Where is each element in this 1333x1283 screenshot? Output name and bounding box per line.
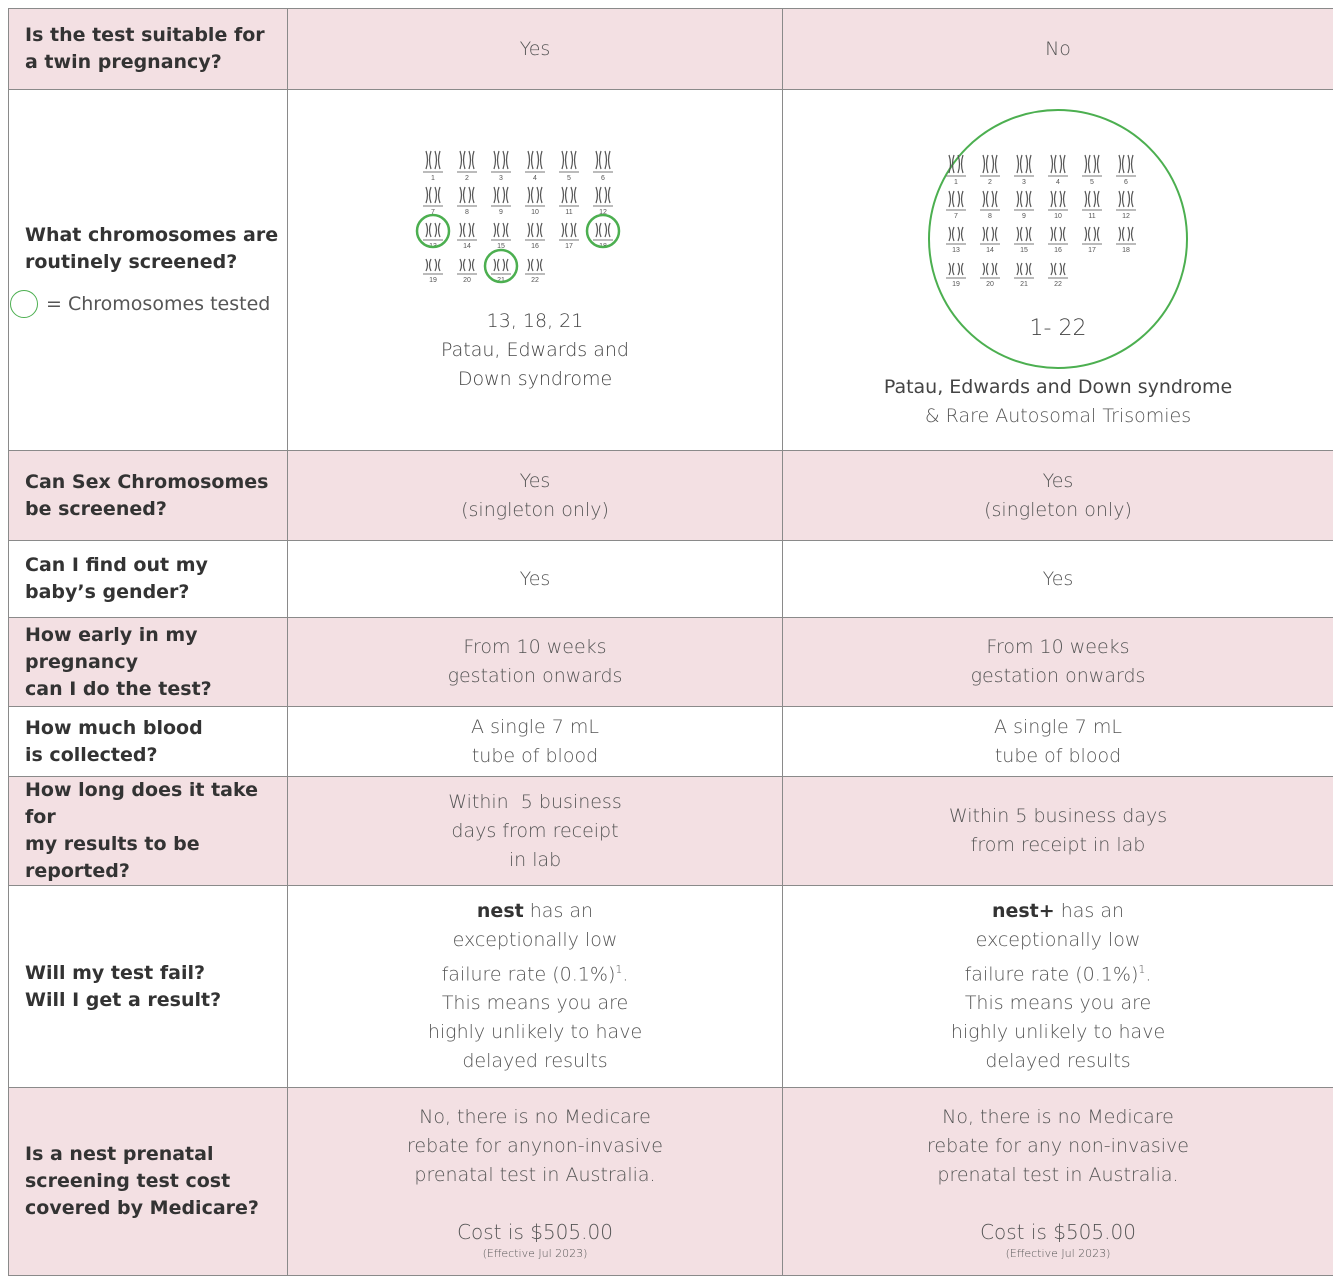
chromosome-number: 1	[954, 179, 958, 186]
chromosome-numbers: 13, 18, 21	[486, 309, 584, 332]
chromosome-number: 13	[429, 242, 437, 250]
chromosome-number: 21	[497, 276, 505, 284]
chromosome-3	[491, 151, 511, 182]
karyotype-diagram	[415, 147, 655, 297]
chromosome-9	[1014, 191, 1034, 220]
chromosome-12	[1116, 191, 1136, 220]
answer-text: prenatal test in Australia.	[937, 1163, 1179, 1186]
nest-answer	[288, 541, 783, 618]
chromosome-number: 22	[531, 276, 539, 284]
question-text: my results to be reported?	[25, 833, 200, 882]
answer-text: failure rate (0.1%)	[441, 963, 616, 986]
question-text: How early in my	[25, 623, 198, 646]
question-text: What chromosomes are	[25, 224, 279, 246]
row-fail	[9, 886, 1333, 1088]
answer-text: No, there is no Medicare	[419, 1105, 651, 1128]
chromosome-17	[1082, 227, 1102, 254]
answer-text: Down syndrome	[457, 367, 613, 390]
question-text: Is the test suitable for	[25, 24, 265, 46]
answer-first-line	[288, 897, 782, 926]
chromosome-14	[457, 223, 477, 250]
chromosome-19	[946, 263, 966, 288]
chromosome-number: 7	[954, 213, 958, 220]
chromosome-number: 16	[1054, 247, 1062, 254]
chromosome-number: 21	[1020, 281, 1028, 288]
question-text: routinely screened?	[25, 251, 238, 273]
chromosome-1	[946, 155, 966, 186]
answer-text: (singleton only)	[461, 498, 609, 521]
chromosome-11	[559, 187, 579, 216]
row-blood	[9, 707, 1333, 777]
nest-plus-answer	[783, 707, 1333, 777]
answer-text: A single 7 mL	[994, 715, 1122, 738]
chromosome-number: 11	[565, 208, 573, 216]
cost-text: Cost is $505.00	[457, 1219, 613, 1244]
chromosome-number: 3	[1022, 179, 1026, 186]
answer-text: prenatal test in Australia.	[414, 1163, 656, 1186]
chromosome-13	[417, 215, 449, 250]
chromosome-16	[1048, 227, 1068, 254]
question-text: Can Sex Chromosomes	[25, 470, 269, 493]
chromosome-number: 10	[531, 208, 539, 216]
answer-text: Within 5 business days	[948, 805, 1168, 827]
chromosome-number: 22	[1054, 281, 1062, 288]
answer-failure-rate	[783, 955, 1333, 989]
answer-text: This means you are	[441, 992, 629, 1015]
effective-date: (Effective Jul 2023)	[1005, 1246, 1111, 1260]
nest-plus-answer	[783, 451, 1333, 541]
circle-icon	[10, 290, 38, 318]
chromosome-number: 11	[1088, 213, 1096, 220]
answer-text: Yes	[519, 567, 551, 590]
question-cell	[9, 451, 288, 541]
question-cell	[9, 777, 288, 886]
chromosome-13	[946, 227, 966, 254]
chromosome-9	[491, 187, 511, 216]
chromosome-10	[1048, 191, 1068, 220]
chromosome-4	[1048, 155, 1068, 186]
answer-text: failure rate (0.1%)	[964, 963, 1139, 986]
chromosome-18	[587, 215, 619, 250]
chromosome-16	[525, 223, 545, 250]
nest-plus-answer	[783, 777, 1333, 886]
chromosome-1	[423, 151, 443, 182]
answer-text: From 10 weeks	[986, 636, 1130, 658]
answer-text: Yes	[519, 37, 551, 60]
row-how-long	[9, 777, 1333, 886]
nest-answer	[288, 451, 783, 541]
chromosome-11	[1082, 191, 1102, 220]
chromosome-number: 17	[565, 242, 573, 250]
nest-plus-answer	[783, 9, 1333, 90]
chromosome-number: 19	[952, 281, 960, 288]
row-chromosomes	[9, 90, 1333, 451]
answer-text: gestation onwards	[970, 665, 1146, 687]
nest-answer	[288, 9, 783, 90]
chromosome-number: 15	[1020, 247, 1028, 254]
chromosome-number: 9	[499, 208, 503, 216]
question-text: How much blood	[25, 716, 203, 739]
chromosome-number: 6	[1124, 179, 1128, 186]
chromosome-21	[1014, 263, 1034, 288]
chromosome-19	[423, 259, 443, 284]
question-text: screening test cost	[25, 1170, 231, 1192]
chromosome-number: 12	[599, 208, 607, 216]
nest-plus-answer	[783, 90, 1333, 451]
answer-text: exceptionally low	[975, 928, 1141, 951]
row-sex-chromosomes	[9, 451, 1333, 541]
chromosome-number: 8	[465, 208, 469, 216]
karyotype-diagram	[938, 151, 1178, 301]
chromosome-15	[1014, 227, 1034, 254]
brand-name: nest+	[991, 899, 1055, 922]
brand-name: nest	[476, 899, 524, 922]
chromosome-number: 1	[431, 174, 435, 182]
answer-text: Patau, Edwards and Down syndrome	[883, 376, 1233, 398]
question-cell	[9, 707, 288, 777]
answer-text: A single 7 mL	[471, 715, 599, 738]
chromosome-8	[980, 191, 1000, 220]
chromosome-5	[1082, 155, 1102, 186]
chromosome-number: 16	[531, 242, 539, 250]
footnote-marker: 1	[615, 962, 623, 976]
question-text: be screened?	[25, 497, 167, 520]
legend-label: = Chromosomes tested	[46, 292, 271, 315]
chromosome-number: 2	[988, 179, 992, 186]
answer-text: No, there is no Medicare	[942, 1105, 1174, 1128]
answer-text: has an	[1054, 899, 1125, 922]
question-cell	[9, 1088, 288, 1276]
chromosome-number: 18	[1122, 247, 1130, 254]
chromosome-5	[559, 151, 579, 182]
question-text: can I do the test?	[25, 677, 212, 700]
answer-text: rebate for any non-invasive	[927, 1134, 1189, 1157]
question-text: is collected?	[25, 743, 158, 766]
answer-text: From 10 weeks	[463, 636, 607, 658]
chromosome-14	[980, 227, 1000, 254]
answer-text: (singleton only)	[984, 498, 1132, 521]
answer-text: gestation onwards	[447, 665, 623, 687]
answer-text: tube of blood	[471, 744, 599, 767]
question-cell	[9, 90, 288, 451]
chromosome-number: 12	[1122, 213, 1130, 220]
chromosome-7	[946, 191, 966, 220]
answer-text: has an	[523, 899, 594, 922]
chromosome-22	[1048, 263, 1068, 288]
chromosome-number: 5	[1090, 179, 1094, 186]
chromosome-22	[525, 259, 545, 284]
nest-answer	[288, 90, 783, 451]
chromosome-4	[525, 151, 545, 182]
chromosome-10	[525, 187, 545, 216]
chromosome-number: 10	[1054, 213, 1062, 220]
chromosome-number: 17	[1088, 247, 1096, 254]
question-cell	[9, 541, 288, 618]
nest-answer	[288, 618, 783, 707]
question-text: Will I get a result?	[25, 988, 222, 1011]
chromosome-20	[980, 263, 1000, 288]
nest-answer	[288, 777, 783, 886]
chromosome-number: 3	[499, 174, 503, 182]
question-text: baby’s gender?	[25, 581, 190, 603]
answer-text: delayed results	[462, 1050, 608, 1073]
question-cell	[9, 886, 288, 1088]
answer-first-line	[783, 897, 1333, 926]
answer-text: .	[622, 963, 629, 986]
chromosome-number: 4	[1056, 179, 1060, 186]
answer-text: No	[1045, 37, 1071, 60]
chromosome-number: 6	[601, 174, 605, 182]
answer-text: days from receipt	[451, 819, 619, 842]
chromosome-12	[593, 187, 613, 216]
chromosome-number: 20	[463, 276, 471, 284]
chromosome-2	[980, 155, 1000, 186]
nest-plus-answer	[783, 618, 1333, 707]
answer-text: from receipt in lab	[970, 834, 1146, 856]
nest-answer	[288, 707, 783, 777]
question-text: covered by Medicare?	[25, 1197, 259, 1219]
chromosome-6	[593, 151, 613, 182]
row-gender	[9, 541, 1333, 618]
chromosome-number: 20	[986, 281, 994, 288]
chromosome-number: 13	[952, 247, 960, 254]
question-text: Is a nest prenatal	[25, 1143, 214, 1165]
answer-text: highly unlikely to have	[427, 1021, 643, 1044]
answer-text: in lab	[508, 848, 562, 871]
answer-text: .	[1145, 963, 1152, 986]
nest-answer	[288, 1088, 783, 1276]
chromosome-20	[457, 259, 477, 284]
question-text: How long does it take for	[25, 779, 259, 828]
answer-text: delayed results	[985, 1050, 1131, 1073]
answer-failure-rate	[288, 955, 782, 989]
answer-text: Patau, Edwards and	[441, 338, 629, 361]
chromosome-17	[559, 223, 579, 250]
chromosome-number: 14	[463, 242, 471, 250]
chromosome-number: 5	[567, 174, 571, 182]
chromosome-number: 14	[986, 247, 994, 254]
question-text: a twin pregnancy?	[25, 51, 222, 73]
answer-text: Yes	[519, 469, 551, 492]
question-text: Can I find out my	[25, 554, 208, 576]
effective-date: (Effective Jul 2023)	[482, 1246, 588, 1260]
chromosome-number: 2	[465, 174, 469, 182]
chromosome-15	[491, 223, 511, 250]
nest-plus-answer	[783, 541, 1333, 618]
chromosome-range: 1- 22	[1029, 316, 1087, 341]
row-medicare	[9, 1088, 1333, 1276]
chromosome-number: 4	[533, 174, 537, 182]
chromosome-number: 18	[599, 242, 607, 250]
answer-subtext: & Rare Autosomal Trisomies	[924, 405, 1192, 427]
answer-text: Yes	[1042, 567, 1074, 590]
row-how-early	[9, 618, 1333, 707]
question-text: Will my test fail?	[25, 961, 206, 984]
chromosome-number: 7	[431, 208, 435, 216]
nest-plus-answer	[783, 1088, 1333, 1276]
question-cell	[9, 9, 288, 90]
cost-text: Cost is $505.00	[980, 1219, 1136, 1244]
chromosome-3	[1014, 155, 1034, 186]
chromosome-18	[1116, 227, 1136, 254]
chromosome-number: 19	[429, 276, 437, 284]
nest-plus-answer	[783, 886, 1333, 1088]
chromosome-number: 8	[988, 213, 992, 220]
question-cell	[9, 618, 288, 707]
answer-text: highly unlikely to have	[950, 1021, 1166, 1044]
question-text: pregnancy	[25, 650, 138, 673]
chromosome-21	[485, 250, 517, 284]
answer-text: tube of blood	[994, 744, 1122, 767]
row-twin	[9, 9, 1333, 90]
footnote-marker: 1	[1138, 962, 1146, 976]
chromosome-6	[1116, 155, 1136, 186]
nest-answer	[288, 886, 783, 1088]
chromosome-2	[457, 151, 477, 182]
answer-text: rebate for anynon-invasive	[407, 1134, 663, 1157]
answer-text: Within 5 business	[448, 790, 622, 813]
chromosome-number: 15	[497, 242, 505, 250]
legend	[10, 290, 287, 318]
chromosome-8	[457, 187, 477, 216]
comparison-table	[8, 8, 1333, 1276]
answer-text: This means you are	[964, 992, 1152, 1015]
chromosome-number: 9	[1022, 213, 1026, 220]
answer-text: Yes	[1042, 469, 1074, 492]
answer-text: exceptionally low	[452, 928, 618, 951]
chromosome-7	[423, 187, 443, 216]
